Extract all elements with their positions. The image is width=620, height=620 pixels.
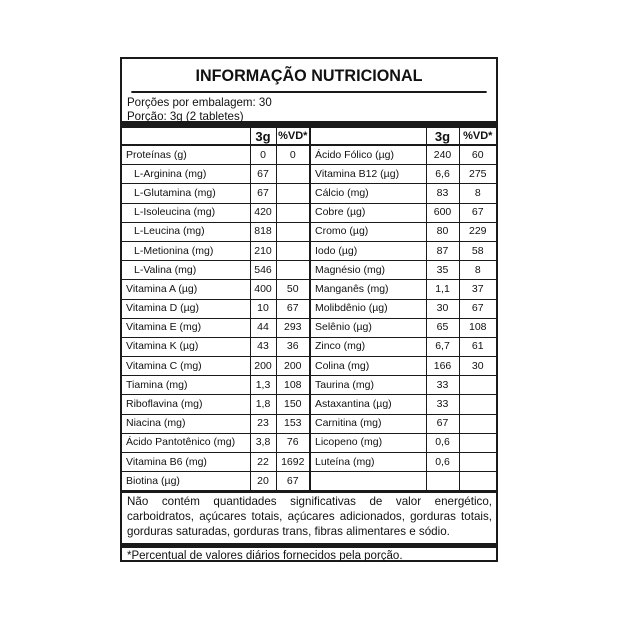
table-row [122, 453, 496, 472]
nutrient-amount: 200 [250, 357, 276, 376]
nutrient-amount: 33 [426, 395, 459, 414]
table-row [122, 472, 496, 491]
nutrient-dv [459, 433, 496, 452]
nutrient-amount: 0,6 [426, 453, 459, 472]
nutrient-name: Vitamina D (µg) [122, 299, 250, 318]
nutrient-amount: 1,8 [250, 395, 276, 414]
header-blank-right [310, 128, 426, 146]
nutrient-name: Zinco (mg) [310, 337, 426, 356]
nutrient-dv: 30 [459, 357, 496, 376]
table-row [122, 299, 496, 318]
nutrient-dv: 67 [459, 299, 496, 318]
nutrient-amount: 3,8 [250, 433, 276, 452]
nutrient-dv: 60 [459, 145, 496, 165]
table-row [122, 433, 496, 452]
nutrient-amount: 818 [250, 222, 276, 241]
table-row [122, 318, 496, 337]
nutrient-amount: 10 [250, 299, 276, 318]
notice-line: Não contém quantidades significativas de valor energético, [127, 495, 492, 509]
nutrient-name: Molibdênio (µg) [310, 299, 426, 318]
nutrient-dv [276, 222, 310, 241]
nutrient-name: L-Metionina (mg) [122, 241, 250, 260]
nutrient-amount: 0 [250, 145, 276, 165]
nutrient-name: L-Valina (mg) [122, 261, 250, 280]
table-row [122, 414, 496, 433]
nutrient-amount: 22 [250, 453, 276, 472]
nutrient-name [310, 472, 426, 491]
nutrient-name: Magnésio (mg) [310, 261, 426, 280]
nutrient-amount: 0,6 [426, 433, 459, 452]
nutrient-name: Taurina (mg) [310, 376, 426, 395]
nutrient-amount: 67 [250, 184, 276, 203]
nutrient-dv: 36 [276, 337, 310, 356]
nutrient-amount [426, 472, 459, 491]
nutrient-table [122, 127, 496, 491]
nutrient-name: L-Glutamina (mg) [122, 184, 250, 203]
nutrient-amount: 6,7 [426, 337, 459, 356]
nutrient-dv: 200 [276, 357, 310, 376]
nutrient-dv: 108 [276, 376, 310, 395]
header-amount-right: 3g [426, 128, 459, 146]
nutrient-amount: 35 [426, 261, 459, 280]
table-row [122, 184, 496, 203]
nutrient-name: Ácido Pantotênico (mg) [122, 433, 250, 452]
notice-line: gorduras saturadas, gorduras trans, fibras alimentares e sódio. [127, 524, 450, 538]
nutrient-name: Iodo (µg) [310, 241, 426, 260]
nutrient-name: Cálcio (mg) [310, 184, 426, 203]
header-blank-left [122, 128, 250, 146]
nutrient-amount: 33 [426, 376, 459, 395]
label-title: INFORMAÇÃO NUTRICIONAL [131, 59, 486, 93]
nutrient-name: Cromo (µg) [310, 222, 426, 241]
nutrient-name: Licopeno (mg) [310, 433, 426, 452]
nutrient-dv: 50 [276, 280, 310, 299]
nutrient-dv: 76 [276, 433, 310, 452]
portion-info [122, 93, 496, 127]
nutrient-dv: 293 [276, 318, 310, 337]
nutrient-dv: 1692 [276, 453, 310, 472]
nutrient-dv: 8 [459, 261, 496, 280]
nutrient-dv: 58 [459, 241, 496, 260]
nutrient-name: Tiamina (mg) [122, 376, 250, 395]
nutrient-amount: 1,3 [250, 376, 276, 395]
table-row [122, 241, 496, 260]
table-row [122, 145, 496, 165]
nutrient-dv: 67 [276, 472, 310, 491]
nutrient-name: Biotina (µg) [122, 472, 250, 491]
nutrient-dv [459, 472, 496, 491]
nutrient-dv: 275 [459, 165, 496, 184]
nutrient-dv: 37 [459, 280, 496, 299]
nutrient-amount: 1,1 [426, 280, 459, 299]
nutrient-amount: 87 [426, 241, 459, 260]
nutrient-amount: 210 [250, 241, 276, 260]
nutrition-notice [122, 491, 496, 547]
nutrient-amount: 30 [426, 299, 459, 318]
nutrient-name: Colina (mg) [310, 357, 426, 376]
nutrient-dv: 153 [276, 414, 310, 433]
nutrient-amount: 420 [250, 203, 276, 222]
nutrient-name: Selênio (µg) [310, 318, 426, 337]
nutrient-name: Riboflavina (mg) [122, 395, 250, 414]
table-row [122, 222, 496, 241]
footnote: *Percentual de valores diários fornecidos pela porção. [127, 549, 403, 562]
nutrient-dv [276, 165, 310, 184]
nutrient-name: Vitamina B12 (µg) [310, 165, 426, 184]
nutrient-name: L-Leucina (mg) [122, 222, 250, 241]
nutrient-amount: 23 [250, 414, 276, 433]
nutrient-name: L-Isoleucina (mg) [122, 203, 250, 222]
nutrient-amount: 20 [250, 472, 276, 491]
nutrient-name: Proteínas (g) [122, 145, 250, 165]
nutrient-dv: 0 [276, 145, 310, 165]
nutrient-dv: 150 [276, 395, 310, 414]
nutrient-amount: 43 [250, 337, 276, 356]
nutrition-facts-label [120, 57, 498, 562]
table-row [122, 395, 496, 414]
nutrient-name: Cobre (µg) [310, 203, 426, 222]
nutrient-amount: 600 [426, 203, 459, 222]
header-dv-left: %VD* [276, 128, 310, 146]
nutrient-name: Vitamina C (mg) [122, 357, 250, 376]
nutrient-dv [459, 395, 496, 414]
nutrient-dv [459, 414, 496, 433]
nutrient-dv: 229 [459, 222, 496, 241]
nutrient-amount: 546 [250, 261, 276, 280]
nutrient-dv [276, 203, 310, 222]
table-header-row [122, 128, 496, 146]
nutrient-dv: 61 [459, 337, 496, 356]
nutrient-dv [276, 261, 310, 280]
nutrient-amount: 166 [426, 357, 459, 376]
table-row [122, 357, 496, 376]
nutrient-name: Astaxantina (µg) [310, 395, 426, 414]
nutrient-amount: 83 [426, 184, 459, 203]
nutrient-dv [459, 453, 496, 472]
table-row [122, 376, 496, 395]
nutrient-amount: 6,6 [426, 165, 459, 184]
header-amount-left: 3g [250, 128, 276, 146]
portions-per-package: Porções por embalagem: 30 [127, 95, 272, 109]
nutrient-name: Niacina (mg) [122, 414, 250, 433]
table-row [122, 280, 496, 299]
notice-line: carboidratos, açúcares totais, açúcares adicionados, gorduras totais, [127, 510, 492, 524]
nutrient-dv: 8 [459, 184, 496, 203]
header-dv-right: %VD* [459, 128, 496, 146]
nutrient-name: L-Arginina (mg) [122, 165, 250, 184]
nutrient-amount: 44 [250, 318, 276, 337]
nutrient-amount: 400 [250, 280, 276, 299]
nutrient-name: Vitamina A (µg) [122, 280, 250, 299]
nutrient-amount: 67 [250, 165, 276, 184]
nutrient-amount: 67 [426, 414, 459, 433]
nutrient-name: Carnitina (mg) [310, 414, 426, 433]
nutrient-dv: 67 [276, 299, 310, 318]
nutrient-name: Vitamina K (µg) [122, 337, 250, 356]
nutrient-dv: 108 [459, 318, 496, 337]
nutrient-dv [276, 241, 310, 260]
nutrient-name: Vitamina E (mg) [122, 318, 250, 337]
table-row [122, 165, 496, 184]
table-row [122, 203, 496, 222]
nutrient-amount: 240 [426, 145, 459, 165]
nutrient-dv: 67 [459, 203, 496, 222]
table-row [122, 261, 496, 280]
serving-size: Porção: 3g (2 tabletes) [127, 109, 244, 123]
nutrient-dv [276, 184, 310, 203]
nutrient-name: Manganês (mg) [310, 280, 426, 299]
nutrient-name: Luteína (mg) [310, 453, 426, 472]
nutrient-dv [459, 376, 496, 395]
table-row [122, 337, 496, 356]
nutrient-name: Vitamina B6 (mg) [122, 453, 250, 472]
nutrient-amount: 65 [426, 318, 459, 337]
nutrient-name: Ácido Fólico (µg) [310, 145, 426, 165]
nutrient-amount: 80 [426, 222, 459, 241]
